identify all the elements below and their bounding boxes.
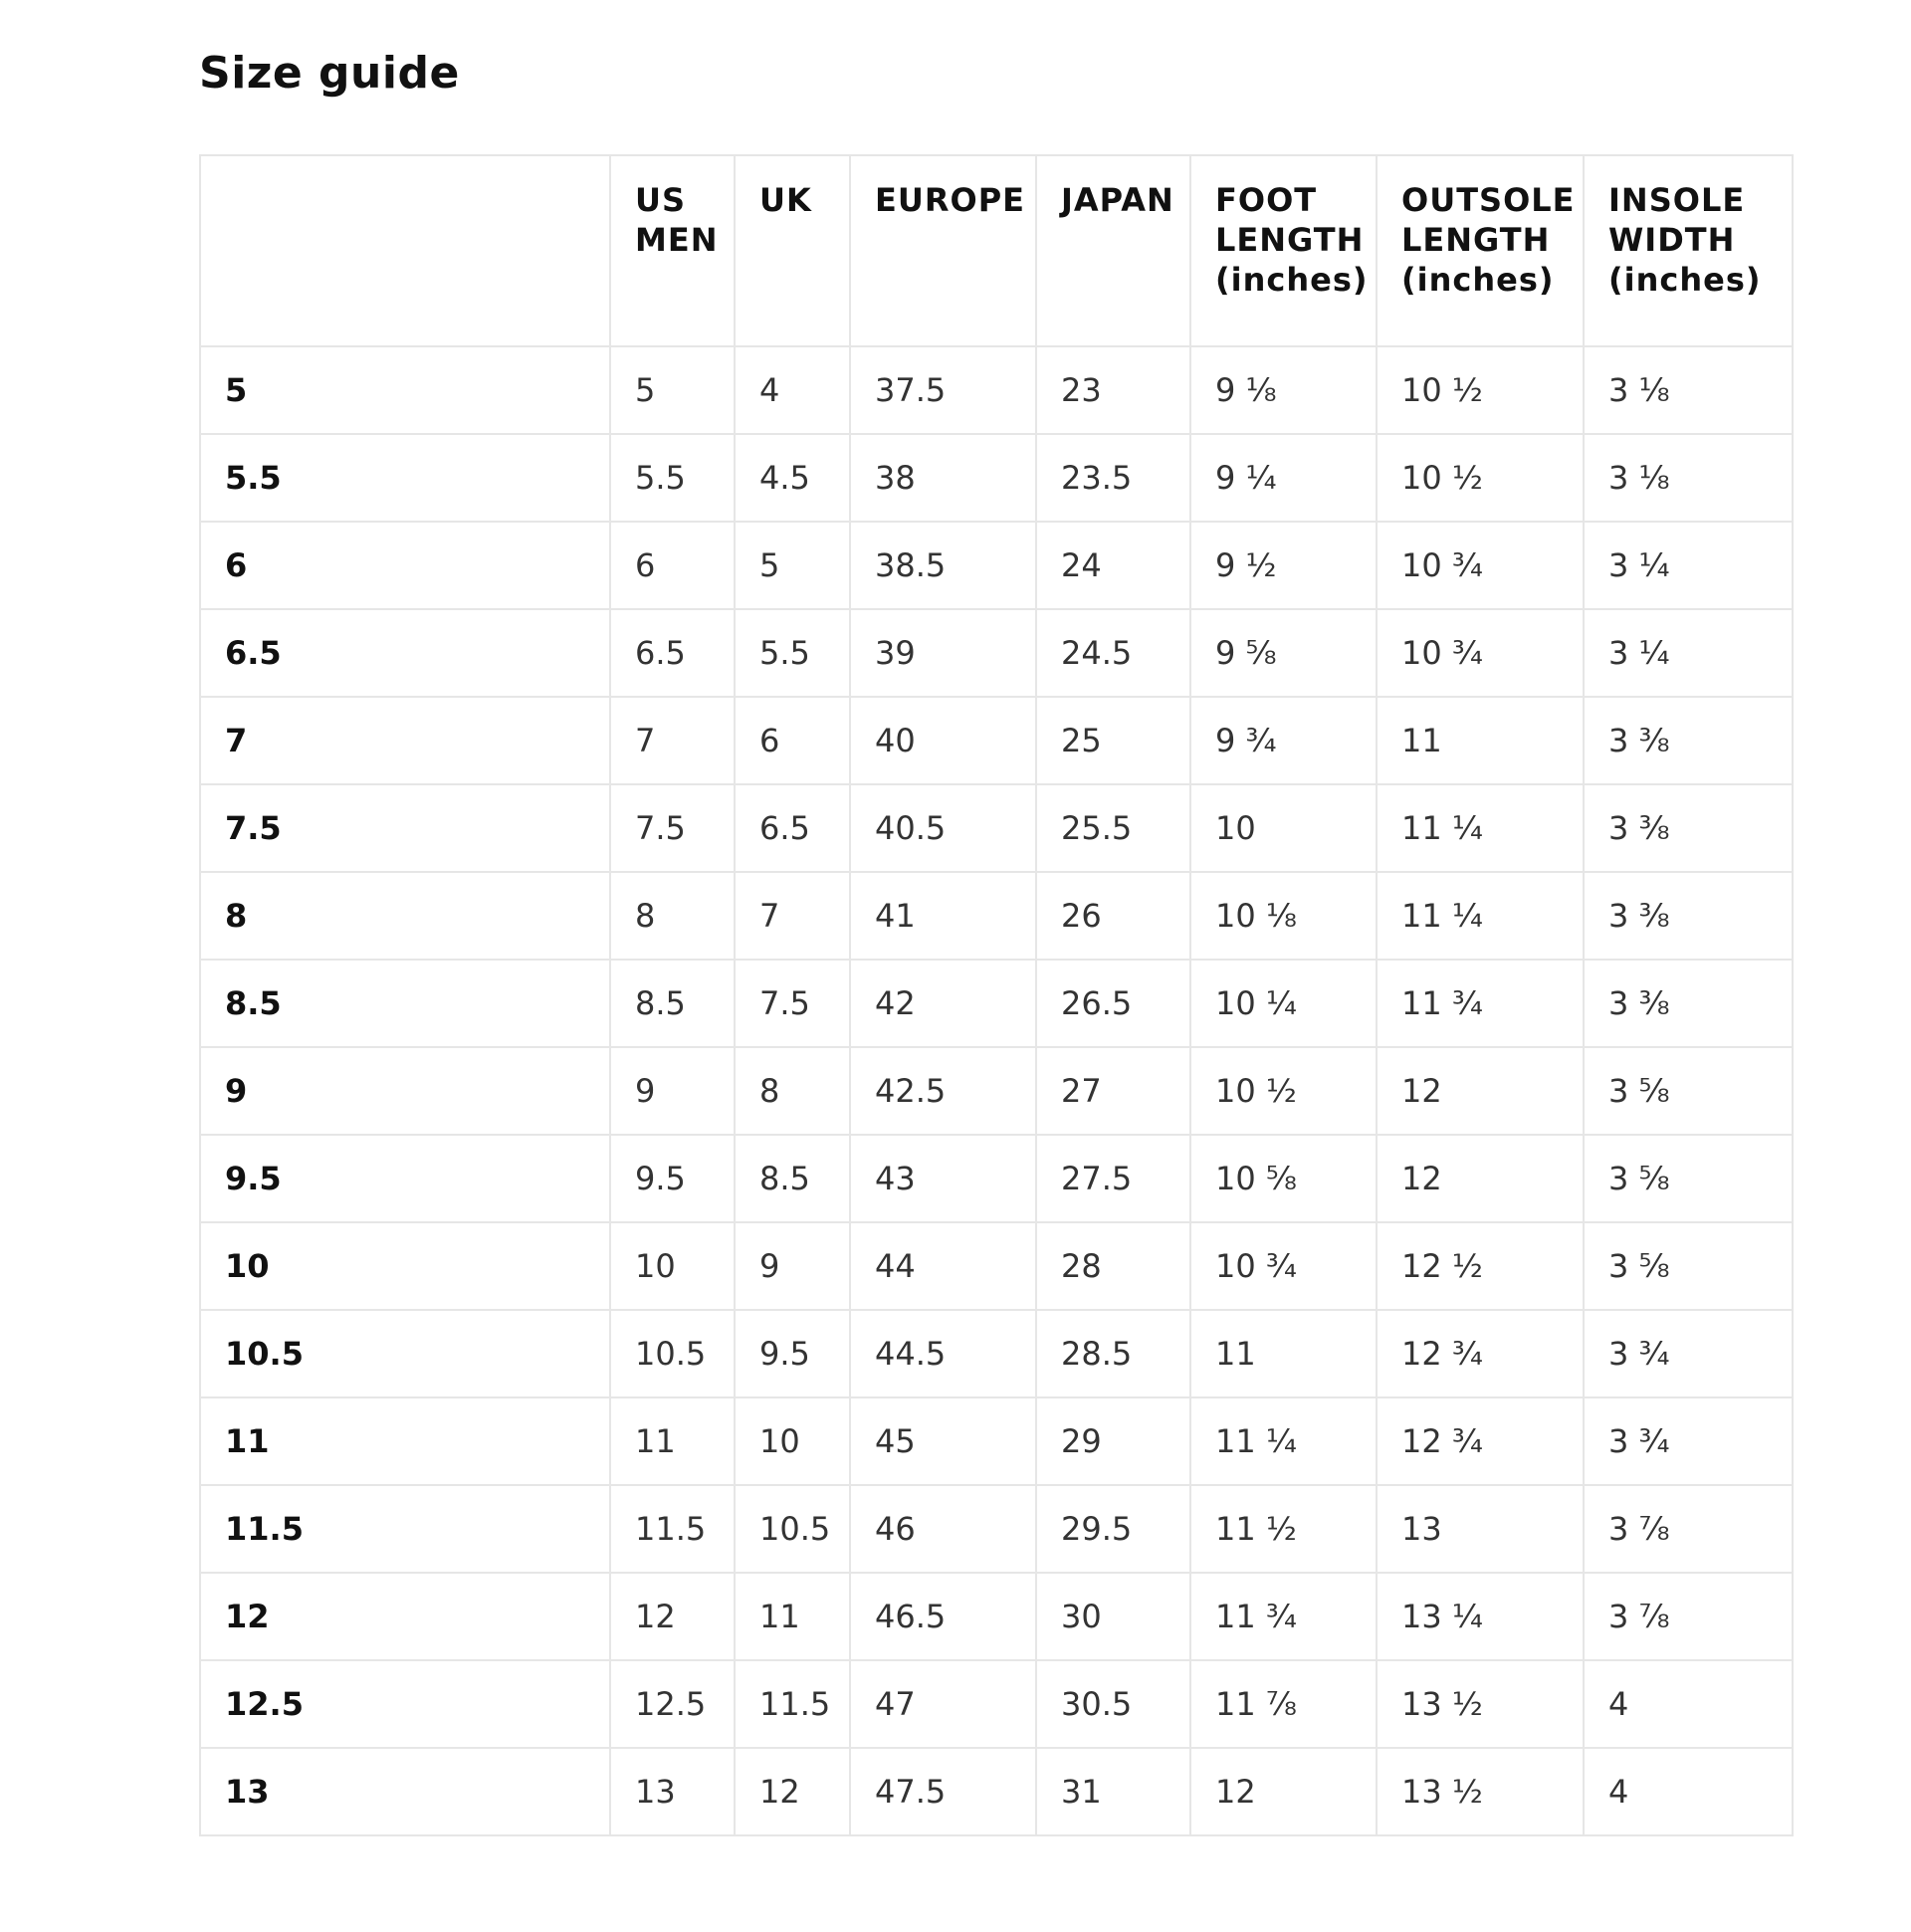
table-cell-outsole-length: 11 [1377, 697, 1584, 784]
column-header-line: WIDTH [1608, 221, 1736, 259]
column-header-insole-width [1584, 155, 1793, 346]
table-cell-europe: 47.5 [850, 1748, 1036, 1835]
table-cell-uk: 10.5 [735, 1485, 850, 1573]
table-cell-foot-length: 11 [1190, 1310, 1377, 1397]
table-cell-uk: 7 [735, 872, 850, 960]
table-cell-outsole-length: 11 ¼ [1377, 784, 1584, 872]
table-cell-japan: 27.5 [1036, 1135, 1190, 1222]
table-cell-japan: 29 [1036, 1397, 1190, 1485]
size-label-cell: 8 [200, 872, 610, 960]
table-cell-europe: 41 [850, 872, 1036, 960]
table-cell-uk: 6.5 [735, 784, 850, 872]
table-cell-uk: 8.5 [735, 1135, 850, 1222]
table-cell-japan: 27 [1036, 1047, 1190, 1135]
table-cell-europe: 39 [850, 609, 1036, 697]
table-cell-japan: 26.5 [1036, 960, 1190, 1047]
table-cell-foot-length: 10 ⅛ [1190, 872, 1377, 960]
column-header-line: LENGTH [1401, 221, 1551, 259]
table-cell-outsole-length: 12 ½ [1377, 1222, 1584, 1310]
table-cell-foot-length: 9 ⅛ [1190, 346, 1377, 434]
table-cell-insole-width: 3 ⅜ [1584, 697, 1793, 784]
table-cell-uk: 5 [735, 522, 850, 609]
table-cell-uk: 12 [735, 1748, 850, 1835]
table-cell-foot-length: 12 [1190, 1748, 1377, 1835]
table-cell-insole-width: 3 ¼ [1584, 609, 1793, 697]
table-row [200, 1660, 1793, 1748]
table-cell-foot-length: 10 ¼ [1190, 960, 1377, 1047]
table-cell-uk: 9.5 [735, 1310, 850, 1397]
table-cell-foot-length: 11 ⅞ [1190, 1660, 1377, 1748]
table-cell-europe: 42.5 [850, 1047, 1036, 1135]
table-cell-us-men: 10 [610, 1222, 735, 1310]
table-cell-outsole-length: 12 ¾ [1377, 1397, 1584, 1485]
table-cell-insole-width: 3 ⅝ [1584, 1135, 1793, 1222]
table-cell-outsole-length: 13 ¼ [1377, 1573, 1584, 1660]
table-cell-japan: 24 [1036, 522, 1190, 609]
table-cell-japan: 25 [1036, 697, 1190, 784]
table-cell-outsole-length: 12 [1377, 1135, 1584, 1222]
table-row [200, 1222, 1793, 1310]
size-label-cell: 12 [200, 1573, 610, 1660]
size-label-cell: 12.5 [200, 1660, 610, 1748]
table-cell-us-men: 7.5 [610, 784, 735, 872]
table-cell-uk: 4 [735, 346, 850, 434]
table-cell-europe: 44 [850, 1222, 1036, 1310]
table-cell-europe: 38.5 [850, 522, 1036, 609]
table-cell-us-men: 5.5 [610, 434, 735, 522]
table-cell-insole-width: 4 [1584, 1748, 1793, 1835]
table-cell-uk: 11 [735, 1573, 850, 1660]
table-row [200, 1397, 1793, 1485]
page-title: Size guide [199, 48, 460, 99]
table-cell-foot-length: 11 ¾ [1190, 1573, 1377, 1660]
table-cell-insole-width: 3 ¾ [1584, 1310, 1793, 1397]
table-cell-europe: 45 [850, 1397, 1036, 1485]
table-cell-foot-length: 9 ⅝ [1190, 609, 1377, 697]
table-cell-insole-width: 3 ⅞ [1584, 1573, 1793, 1660]
table-cell-insole-width: 3 ¼ [1584, 522, 1793, 609]
table-row [200, 1485, 1793, 1573]
table-cell-us-men: 11.5 [610, 1485, 735, 1573]
table-cell-insole-width: 3 ⅞ [1584, 1485, 1793, 1573]
size-table [199, 154, 1794, 1836]
table-cell-foot-length: 9 ½ [1190, 522, 1377, 609]
table-cell-outsole-length: 10 ¾ [1377, 609, 1584, 697]
table-row [200, 1310, 1793, 1397]
table-cell-japan: 26 [1036, 872, 1190, 960]
size-label-cell: 10.5 [200, 1310, 610, 1397]
table-cell-foot-length: 10 ⅝ [1190, 1135, 1377, 1222]
table-cell-outsole-length: 13 [1377, 1485, 1584, 1573]
table-row [200, 522, 1793, 609]
table-cell-foot-length: 11 ¼ [1190, 1397, 1377, 1485]
table-cell-outsole-length: 11 ¼ [1377, 872, 1584, 960]
table-cell-uk: 10 [735, 1397, 850, 1485]
size-label-cell: 6.5 [200, 609, 610, 697]
table-cell-us-men: 9 [610, 1047, 735, 1135]
table-cell-insole-width: 3 ⅝ [1584, 1222, 1793, 1310]
table-cell-foot-length: 10 [1190, 784, 1377, 872]
table-row [200, 434, 1793, 522]
column-header-line: OUTSOLE [1401, 181, 1576, 219]
column-header-line: EUROPE [875, 181, 1025, 219]
column-header-line: (inches) [1215, 261, 1369, 299]
table-cell-outsole-length: 13 ½ [1377, 1748, 1584, 1835]
table-cell-uk: 6 [735, 697, 850, 784]
table-cell-us-men: 10.5 [610, 1310, 735, 1397]
table-cell-foot-length: 9 ¾ [1190, 697, 1377, 784]
column-header-outsole-length [1377, 155, 1584, 346]
column-header-line: FOOT [1215, 181, 1318, 219]
table-cell-uk: 9 [735, 1222, 850, 1310]
table-cell-us-men: 13 [610, 1748, 735, 1835]
table-body [200, 346, 1793, 1835]
table-row [200, 960, 1793, 1047]
table-cell-us-men: 11 [610, 1397, 735, 1485]
table-cell-outsole-length: 10 ½ [1377, 434, 1584, 522]
column-header-japan [1036, 155, 1190, 346]
table-cell-europe: 47 [850, 1660, 1036, 1748]
table-cell-japan: 28 [1036, 1222, 1190, 1310]
table-cell-uk: 8 [735, 1047, 850, 1135]
table-cell-us-men: 8.5 [610, 960, 735, 1047]
table-cell-foot-length: 9 ¼ [1190, 434, 1377, 522]
table-cell-uk: 7.5 [735, 960, 850, 1047]
column-header-us-men [610, 155, 735, 346]
table-cell-europe: 42 [850, 960, 1036, 1047]
table-cell-europe: 43 [850, 1135, 1036, 1222]
table-cell-insole-width: 3 ⅛ [1584, 434, 1793, 522]
size-label-cell: 6 [200, 522, 610, 609]
table-row [200, 784, 1793, 872]
column-header-line: (inches) [1608, 261, 1762, 299]
size-label-cell: 5 [200, 346, 610, 434]
table-cell-japan: 23.5 [1036, 434, 1190, 522]
column-header-uk [735, 155, 850, 346]
table-cell-insole-width: 3 ⅜ [1584, 784, 1793, 872]
table-row [200, 872, 1793, 960]
table-cell-outsole-length: 12 ¾ [1377, 1310, 1584, 1397]
column-header-line: MEN [635, 221, 719, 259]
table-cell-europe: 46 [850, 1485, 1036, 1573]
table-cell-europe: 40.5 [850, 784, 1036, 872]
table-cell-japan: 23 [1036, 346, 1190, 434]
table-row [200, 1135, 1793, 1222]
table-cell-europe: 40 [850, 697, 1036, 784]
size-label-cell: 8.5 [200, 960, 610, 1047]
table-row [200, 609, 1793, 697]
table-cell-uk: 11.5 [735, 1660, 850, 1748]
table-cell-uk: 4.5 [735, 434, 850, 522]
table-row [200, 1047, 1793, 1135]
table-cell-outsole-length: 12 [1377, 1047, 1584, 1135]
table-cell-us-men: 5 [610, 346, 735, 434]
table-cell-japan: 31 [1036, 1748, 1190, 1835]
table-cell-europe: 44.5 [850, 1310, 1036, 1397]
column-header-size [200, 155, 610, 346]
size-label-cell: 13 [200, 1748, 610, 1835]
table-cell-outsole-length: 13 ½ [1377, 1660, 1584, 1748]
table-cell-japan: 28.5 [1036, 1310, 1190, 1397]
table-cell-outsole-length: 11 ¾ [1377, 960, 1584, 1047]
table-cell-us-men: 12.5 [610, 1660, 735, 1748]
table-cell-foot-length: 11 ½ [1190, 1485, 1377, 1573]
table-cell-outsole-length: 10 ½ [1377, 346, 1584, 434]
table-cell-us-men: 12 [610, 1573, 735, 1660]
column-header-line: UK [759, 181, 812, 219]
size-label-cell: 7.5 [200, 784, 610, 872]
table-cell-insole-width: 3 ⅜ [1584, 960, 1793, 1047]
table-cell-insole-width: 4 [1584, 1660, 1793, 1748]
column-header-line: LENGTH [1215, 221, 1365, 259]
table-cell-us-men: 9.5 [610, 1135, 735, 1222]
table-cell-insole-width: 3 ⅜ [1584, 872, 1793, 960]
table-cell-us-men: 6.5 [610, 609, 735, 697]
size-label-cell: 9 [200, 1047, 610, 1135]
table-cell-insole-width: 3 ¾ [1584, 1397, 1793, 1485]
table-cell-insole-width: 3 ⅝ [1584, 1047, 1793, 1135]
table-cell-insole-width: 3 ⅛ [1584, 346, 1793, 434]
table-cell-europe: 46.5 [850, 1573, 1036, 1660]
table-row [200, 346, 1793, 434]
size-label-cell: 5.5 [200, 434, 610, 522]
table-cell-japan: 25.5 [1036, 784, 1190, 872]
table-row [200, 697, 1793, 784]
size-label-cell: 11.5 [200, 1485, 610, 1573]
table-cell-japan: 24.5 [1036, 609, 1190, 697]
table-cell-us-men: 7 [610, 697, 735, 784]
size-label-cell: 11 [200, 1397, 610, 1485]
table-row [200, 1748, 1793, 1835]
size-table-container[interactable] [199, 154, 1762, 1846]
table-header-row [200, 155, 1793, 346]
table-cell-foot-length: 10 ½ [1190, 1047, 1377, 1135]
table-cell-japan: 30 [1036, 1573, 1190, 1660]
table-cell-japan: 30.5 [1036, 1660, 1190, 1748]
column-header-line: INSOLE [1608, 181, 1746, 219]
column-header-foot-length [1190, 155, 1377, 346]
size-label-cell: 7 [200, 697, 610, 784]
table-cell-foot-length: 10 ¾ [1190, 1222, 1377, 1310]
column-header-line: JAPAN [1061, 181, 1174, 219]
table-cell-europe: 38 [850, 434, 1036, 522]
table-cell-outsole-length: 10 ¾ [1377, 522, 1584, 609]
table-cell-us-men: 6 [610, 522, 735, 609]
table-cell-uk: 5.5 [735, 609, 850, 697]
column-header-europe [850, 155, 1036, 346]
table-cell-europe: 37.5 [850, 346, 1036, 434]
table-cell-us-men: 8 [610, 872, 735, 960]
size-label-cell: 10 [200, 1222, 610, 1310]
table-row [200, 1573, 1793, 1660]
table-cell-japan: 29.5 [1036, 1485, 1190, 1573]
column-header-line: US [635, 181, 687, 219]
size-label-cell: 9.5 [200, 1135, 610, 1222]
column-header-line: (inches) [1401, 261, 1555, 299]
